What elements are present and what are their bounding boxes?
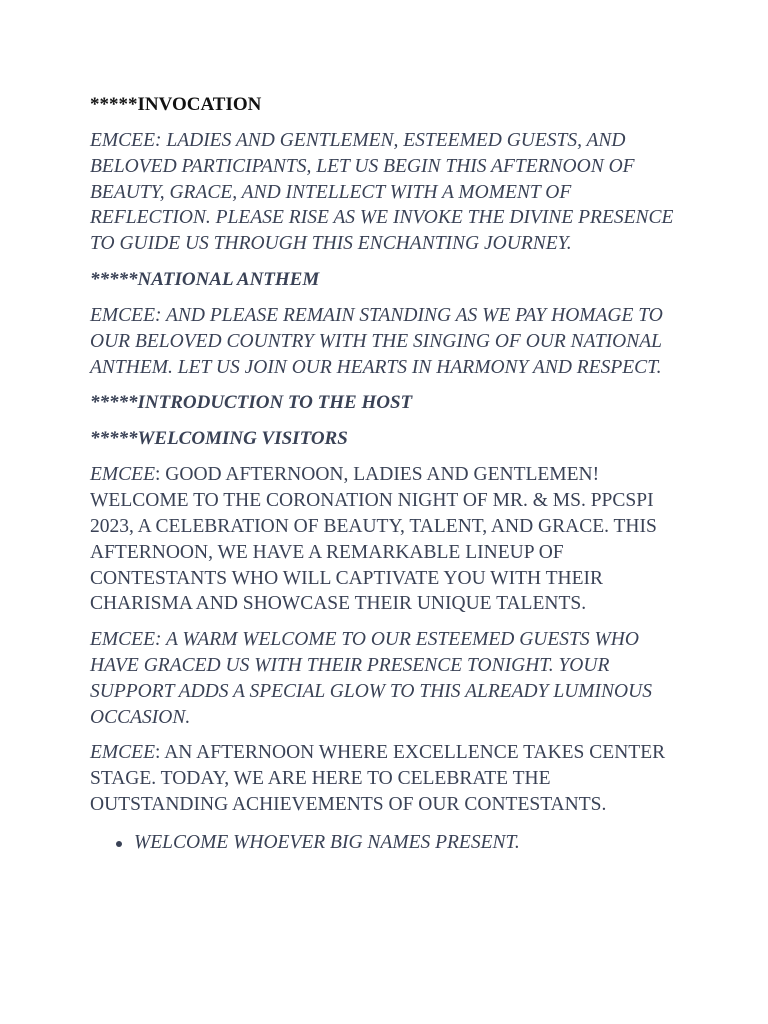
- introduction-to-host-heading: *****INTRODUCTION TO THE HOST: [90, 392, 413, 414]
- welcome-text: : GOOD AFTERNOON, LADIES AND GENTLEMEN! WELCOME TO THE CORONATION NIGHT OF MR. & MS. PPCSPI 2023, A CELEBRATION OF BEAUTY, TALENT, AND GRACE. THIS AFTERNOON, WE HAVE A REMARKABLE LINEUP OF CONTESTANTS WHO WILL CAPTIVATE YOU WITH THEIR CHARISMA AND SHOWCASE THEIR UNIQUE TALENTS.: [90, 464, 657, 615]
- guests-welcome-paragraph: EMCEE: A WARM WELCOME TO OUR ESTEEMED GUESTS WHO HAVE GRACED US WITH THEIR PRESENCE TONIGHT. YOUR SUPPORT ADDS A SPECIAL GLOW TO THIS ALREADY LUMINOUS OCCASION.: [90, 629, 652, 728]
- excellence-speaker-label: EMCEE: [90, 742, 155, 764]
- invocation-heading: *****INVOCATION: [90, 94, 262, 115]
- welcome-paragraph: [90, 462, 690, 617]
- bullet-text: WELCOME WHOEVER BIG NAMES PRESENT.: [134, 831, 520, 853]
- national-anthem-heading: *****NATIONAL ANTHEM: [90, 268, 320, 290]
- welcoming-visitors-heading: *****WELCOMING VISITORS: [90, 428, 348, 450]
- list-item: [90, 830, 690, 856]
- document-page: [90, 92, 690, 856]
- national-anthem-paragraph: EMCEE: AND PLEASE REMAIN STANDING AS WE PAY HOMAGE TO OUR BELOVED COUNTRY WITH THE SINGING OF OUR NATIONAL ANTHEM. LET US JOIN OUR HEARTS IN HARMONY AND RESPECT.: [90, 304, 663, 378]
- welcome-speaker-label: EMCEE: [90, 464, 155, 486]
- excellence-text: : AN AFTERNOON WHERE EXCELLENCE TAKES CENTER STAGE. TODAY, WE ARE HERE TO CELEBRATE THE OUTSTANDING ACHIEVEMENTS OF OUR CONTESTANTS.: [90, 742, 666, 815]
- bullet-list: [90, 830, 690, 856]
- invocation-paragraph: EMCEE: LADIES AND GENTLEMEN, ESTEEMED GUESTS, AND BELOVED PARTICIPANTS, LET US BEGIN THIS AFTERNOON OF BEAUTY, GRACE, AND INTELLECT WITH A MOMENT OF REFLECTION. PLEASE RISE AS WE INVOKE THE DIVINE PRESENCE TO GUIDE US THROUGH THIS ENCHANTING JOURNEY.: [90, 130, 674, 255]
- excellence-paragraph: [90, 740, 690, 817]
- bullet-icon: [116, 841, 122, 847]
